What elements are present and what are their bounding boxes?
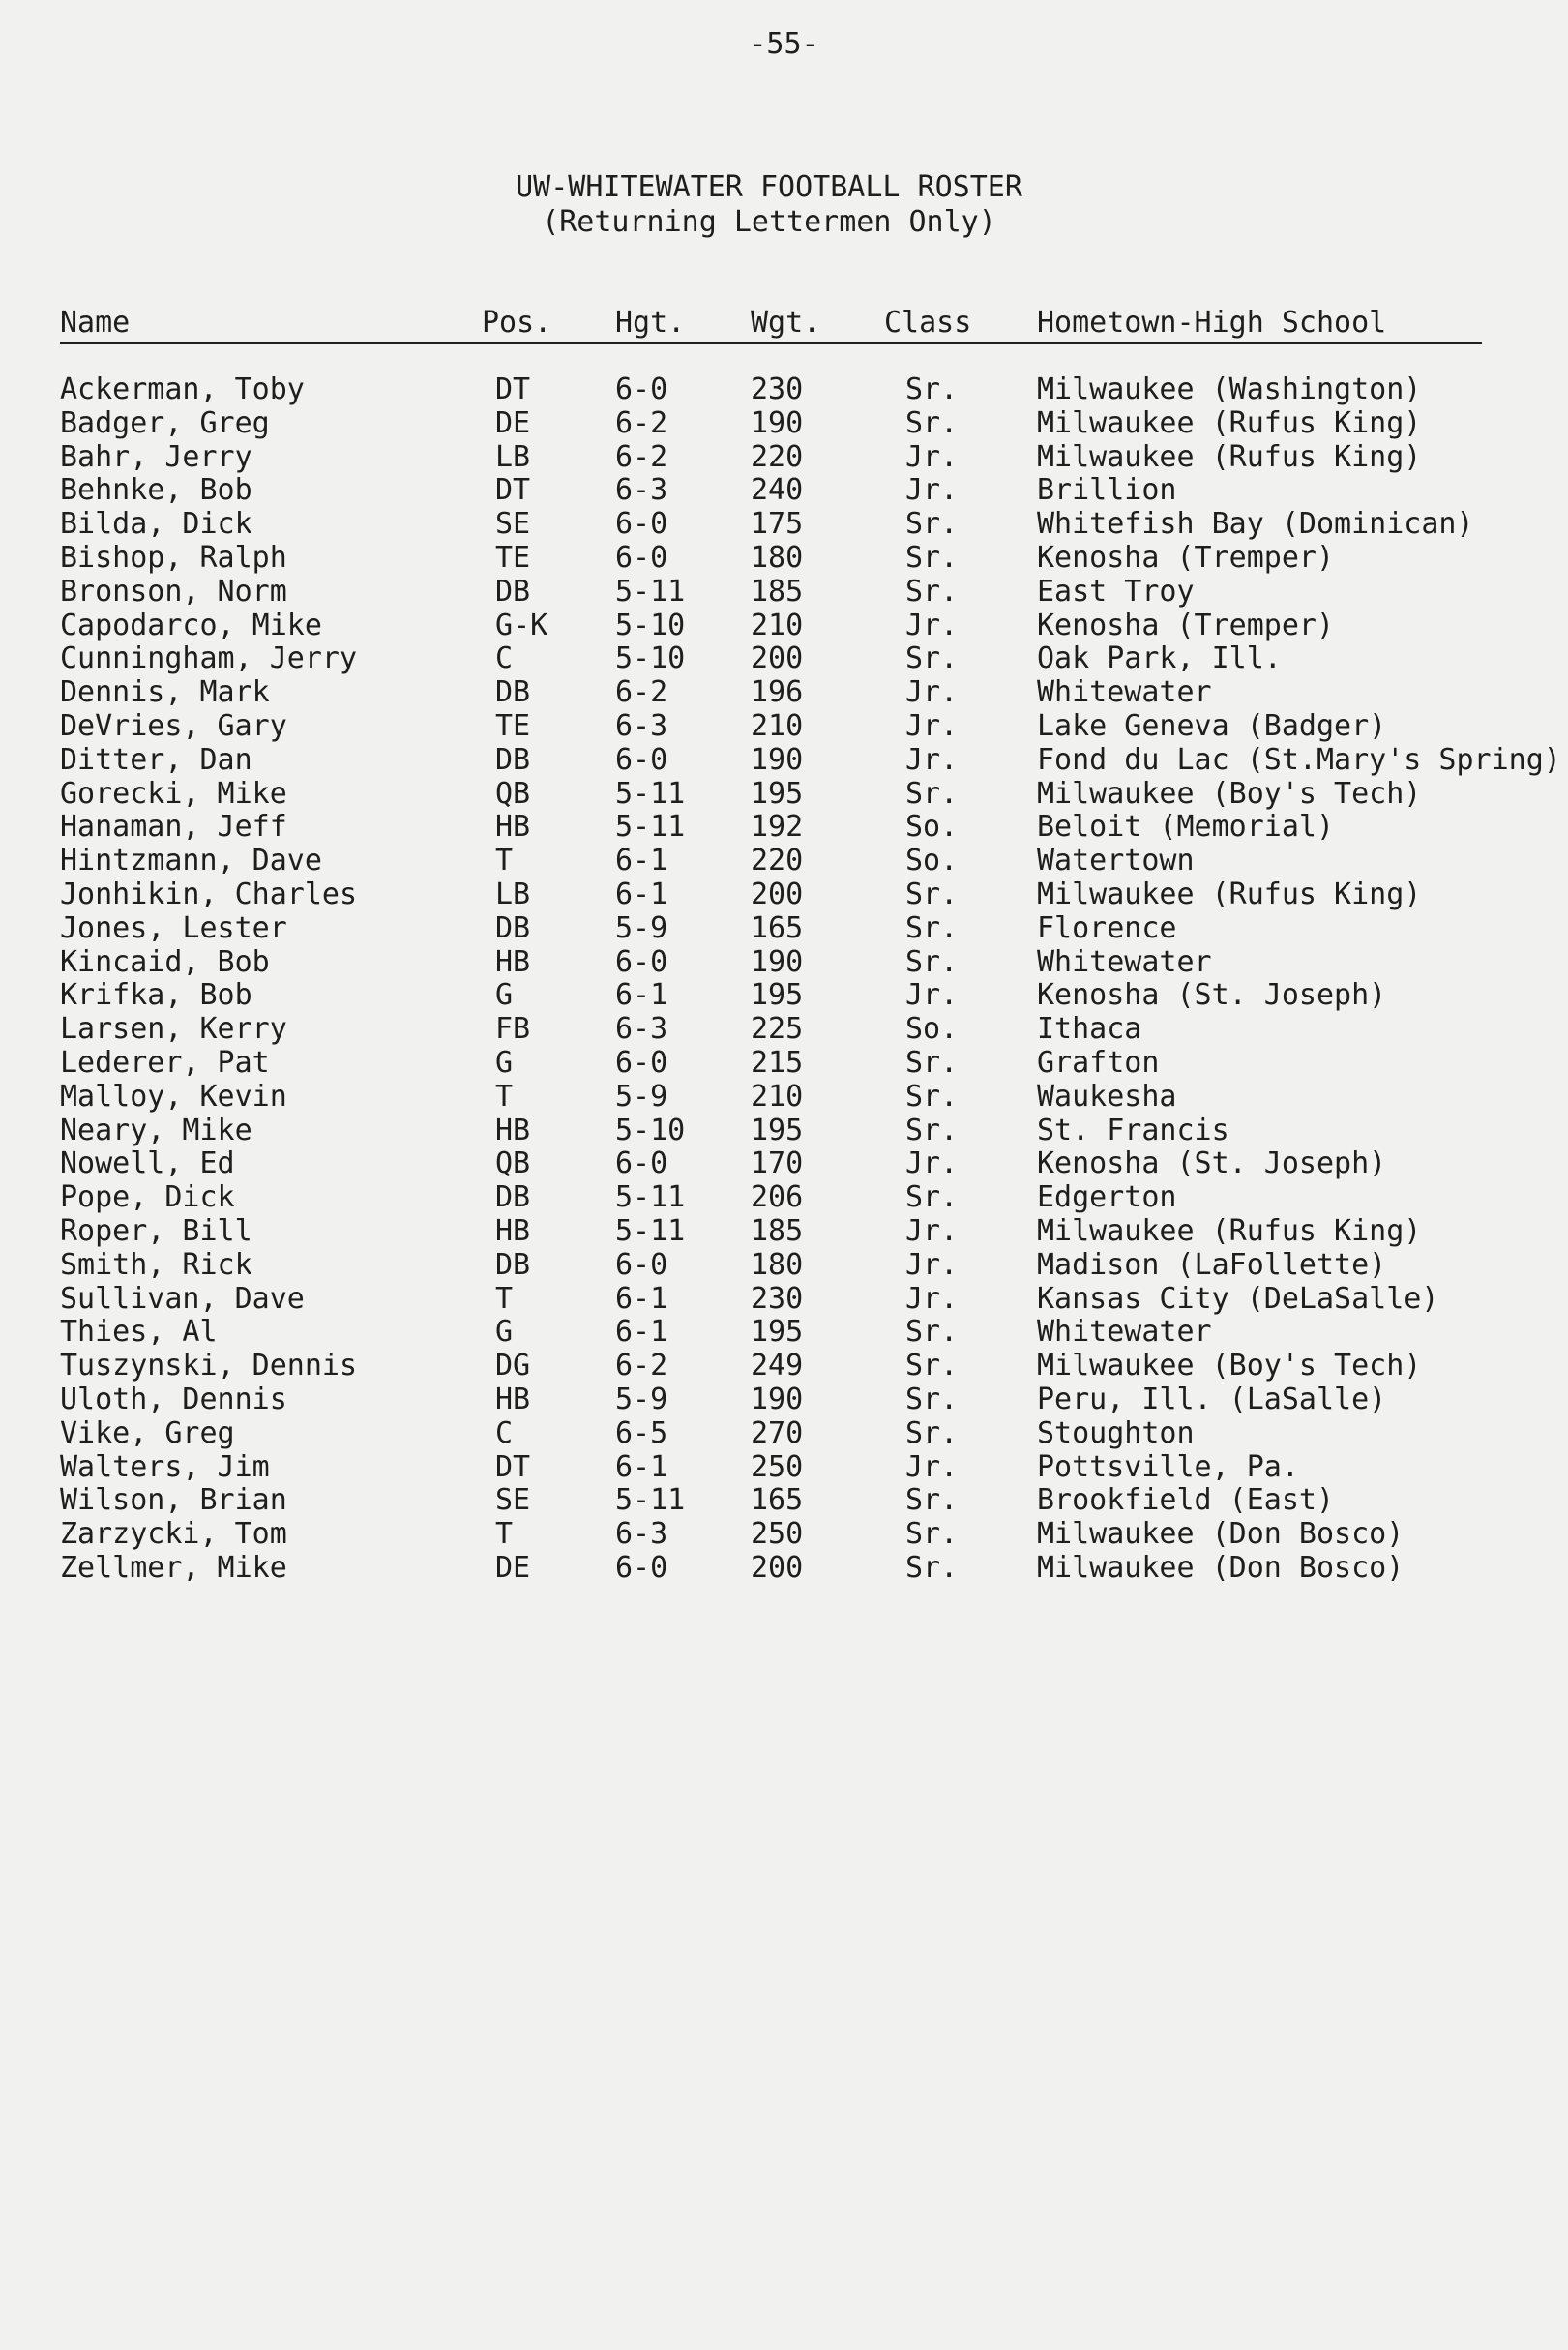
player-class: Jr. bbox=[905, 1247, 959, 1282]
player-position: HB bbox=[495, 944, 531, 979]
player-weight: 200 bbox=[751, 641, 804, 676]
player-hometown: Lake Geneva (Badger) bbox=[1037, 708, 1387, 743]
player-height: 6-3 bbox=[615, 1012, 668, 1047]
player-weight: 165 bbox=[751, 1483, 804, 1518]
player-height: 5-11 bbox=[615, 810, 686, 845]
player-class: Sr. bbox=[905, 1349, 959, 1383]
player-hometown: Watertown bbox=[1037, 844, 1195, 878]
player-hometown: Florence bbox=[1037, 910, 1177, 945]
table-row bbox=[60, 878, 1550, 912]
player-hometown: Pottsville, Pa. bbox=[1037, 1449, 1299, 1484]
player-position: DT bbox=[495, 1449, 531, 1484]
player-height: 6-0 bbox=[615, 1550, 668, 1585]
player-position: HB bbox=[495, 1113, 531, 1147]
player-position: TE bbox=[495, 540, 531, 575]
player-weight: 185 bbox=[751, 574, 804, 609]
player-class: So. bbox=[905, 1012, 959, 1047]
player-position: QB bbox=[495, 776, 531, 811]
player-height: 5-9 bbox=[615, 1079, 668, 1114]
player-weight: 165 bbox=[751, 910, 804, 945]
player-class: So. bbox=[905, 844, 959, 878]
player-hometown: Kenosha (Tremper) bbox=[1037, 608, 1335, 642]
player-hometown: Grafton bbox=[1037, 1045, 1160, 1080]
player-hometown: Kenosha (Tremper) bbox=[1037, 540, 1335, 575]
player-hometown: Brookfield (East) bbox=[1037, 1483, 1335, 1518]
player-hometown: Ithaca bbox=[1037, 1012, 1142, 1047]
player-hometown: Milwaukee (Rufus King) bbox=[1037, 439, 1422, 474]
player-class: Sr. bbox=[905, 1550, 959, 1585]
player-position: C bbox=[495, 1415, 514, 1450]
player-name: Cunningham, Jerry bbox=[60, 641, 358, 676]
player-height: 6-3 bbox=[615, 1517, 668, 1552]
player-class: Jr. bbox=[905, 742, 959, 777]
player-class: Sr. bbox=[905, 1483, 959, 1518]
player-hometown: Beloit (Memorial) bbox=[1037, 810, 1335, 845]
table-row bbox=[60, 576, 1550, 610]
player-position: TE bbox=[495, 708, 531, 743]
player-weight: 215 bbox=[751, 1045, 804, 1080]
player-weight: 220 bbox=[751, 439, 804, 474]
player-name: Malloy, Kevin bbox=[60, 1079, 287, 1114]
player-weight: 190 bbox=[751, 1382, 804, 1416]
player-weight: 206 bbox=[751, 1180, 804, 1215]
player-class: Sr. bbox=[905, 574, 959, 609]
page-number: -55- bbox=[749, 27, 819, 61]
table-row bbox=[60, 610, 1550, 643]
player-name: Smith, Rick bbox=[60, 1247, 252, 1282]
player-position: HB bbox=[495, 810, 531, 845]
player-height: 6-2 bbox=[615, 405, 668, 440]
player-name: Ditter, Dan bbox=[60, 742, 252, 777]
player-height: 6-2 bbox=[615, 439, 668, 474]
table-row bbox=[60, 1047, 1550, 1081]
player-weight: 240 bbox=[751, 473, 804, 508]
player-class: So. bbox=[905, 810, 959, 845]
player-height: 6-5 bbox=[615, 1415, 668, 1450]
player-class: Jr. bbox=[905, 1281, 959, 1316]
player-name: Wilson, Brian bbox=[60, 1483, 287, 1518]
player-position: DE bbox=[495, 1550, 531, 1585]
player-hometown: Milwaukee (Rufus King) bbox=[1037, 1213, 1422, 1248]
player-hometown: Milwaukee (Boy's Tech) bbox=[1037, 1349, 1422, 1383]
player-position: DB bbox=[495, 574, 531, 609]
player-hometown: Brillion bbox=[1037, 473, 1177, 508]
player-height: 5-11 bbox=[615, 574, 686, 609]
player-hometown: Edgerton bbox=[1037, 1180, 1177, 1215]
player-class: Sr. bbox=[905, 1315, 959, 1350]
player-position: T bbox=[495, 1281, 514, 1316]
header-hometown: Hometown-High School bbox=[1037, 306, 1387, 340]
player-position: G bbox=[495, 978, 514, 1013]
player-height: 5-9 bbox=[615, 910, 668, 945]
player-height: 5-9 bbox=[615, 1382, 668, 1416]
header-weight: Wgt. bbox=[751, 306, 821, 340]
player-hometown: Milwaukee (Rufus King) bbox=[1037, 405, 1422, 440]
table-row bbox=[60, 676, 1550, 710]
player-weight: 180 bbox=[751, 1247, 804, 1282]
title-line-1: UW-WHITEWATER FOOTBALL ROSTER bbox=[516, 170, 1022, 204]
player-position: G bbox=[495, 1045, 514, 1080]
title-line-2: (Returning Lettermen Only) bbox=[542, 205, 996, 239]
player-position: DB bbox=[495, 910, 531, 945]
player-class: Sr. bbox=[905, 1113, 959, 1147]
player-class: Sr. bbox=[905, 372, 959, 406]
player-position: G-K bbox=[495, 608, 548, 642]
player-height: 6-2 bbox=[615, 675, 668, 710]
player-class: Sr. bbox=[905, 405, 959, 440]
table-row bbox=[60, 441, 1550, 475]
player-height: 6-3 bbox=[615, 473, 668, 508]
player-name: Gorecki, Mike bbox=[60, 776, 287, 811]
player-name: Tuszynski, Dennis bbox=[60, 1349, 358, 1383]
player-weight: 175 bbox=[751, 507, 804, 542]
table-row bbox=[60, 1518, 1550, 1552]
header-class: Class bbox=[884, 306, 972, 340]
player-name: Zarzycki, Tom bbox=[60, 1517, 287, 1552]
player-weight: 249 bbox=[751, 1349, 804, 1383]
table-row bbox=[60, 845, 1550, 878]
player-hometown: Oak Park, Ill. bbox=[1037, 641, 1282, 676]
table-row bbox=[60, 1417, 1550, 1451]
player-height: 6-0 bbox=[615, 507, 668, 542]
player-position: DG bbox=[495, 1349, 531, 1383]
player-class: Sr. bbox=[905, 776, 959, 811]
player-hometown: Milwaukee (Boy's Tech) bbox=[1037, 776, 1422, 811]
player-hometown: Whitefish Bay (Dominican) bbox=[1037, 507, 1474, 542]
player-name: Uloth, Dennis bbox=[60, 1382, 287, 1416]
player-height: 6-1 bbox=[615, 877, 668, 911]
player-class: Sr. bbox=[905, 540, 959, 575]
player-hometown: Milwaukee (Rufus King) bbox=[1037, 877, 1422, 911]
player-height: 5-11 bbox=[615, 1483, 686, 1518]
player-position: DB bbox=[495, 1180, 531, 1215]
player-weight: 190 bbox=[751, 405, 804, 440]
player-weight: 270 bbox=[751, 1415, 804, 1450]
player-height: 6-1 bbox=[615, 1315, 668, 1350]
player-class: Jr. bbox=[905, 608, 959, 642]
player-position: HB bbox=[495, 1382, 531, 1416]
player-class: Jr. bbox=[905, 675, 959, 710]
roster-title bbox=[0, 170, 1538, 240]
player-name: Lederer, Pat bbox=[60, 1045, 270, 1080]
player-height: 6-0 bbox=[615, 372, 668, 406]
player-weight: 210 bbox=[751, 608, 804, 642]
table-row bbox=[60, 1249, 1550, 1283]
player-name: Dennis, Mark bbox=[60, 675, 270, 710]
player-name: DeVries, Gary bbox=[60, 708, 287, 743]
player-hometown: Whitewater bbox=[1037, 675, 1212, 710]
roster-table-body bbox=[60, 372, 1561, 1586]
player-height: 6-2 bbox=[615, 1349, 668, 1383]
player-position: LB bbox=[495, 439, 531, 474]
player-name: Badger, Greg bbox=[60, 405, 270, 440]
table-row bbox=[60, 642, 1550, 676]
player-weight: 200 bbox=[751, 877, 804, 911]
player-height: 5-10 bbox=[615, 1113, 686, 1147]
table-row bbox=[60, 979, 1550, 1013]
player-class: Sr. bbox=[905, 1415, 959, 1450]
player-height: 6-1 bbox=[615, 844, 668, 878]
player-class: Sr. bbox=[905, 507, 959, 542]
player-height: 5-11 bbox=[615, 1213, 686, 1248]
table-row bbox=[60, 1316, 1550, 1350]
player-position: QB bbox=[495, 1146, 531, 1181]
player-position: SE bbox=[495, 1483, 531, 1518]
player-class: Sr. bbox=[905, 1382, 959, 1416]
player-weight: 210 bbox=[751, 708, 804, 743]
player-class: Jr. bbox=[905, 1146, 959, 1181]
player-class: Sr. bbox=[905, 877, 959, 911]
player-hometown: Kansas City (DeLaSalle) bbox=[1037, 1281, 1439, 1316]
player-name: Jonhikin, Charles bbox=[60, 877, 358, 911]
header-height: Hgt. bbox=[615, 306, 686, 340]
player-name: Bahr, Jerry bbox=[60, 439, 252, 474]
table-row bbox=[60, 710, 1550, 744]
player-height: 6-0 bbox=[615, 540, 668, 575]
player-name: Bishop, Ralph bbox=[60, 540, 287, 575]
player-hometown: Whitewater bbox=[1037, 1315, 1212, 1350]
table-row bbox=[60, 1552, 1550, 1586]
table-row bbox=[60, 474, 1550, 508]
player-class: Sr. bbox=[905, 944, 959, 979]
player-name: Vike, Greg bbox=[60, 1415, 235, 1450]
player-position: DT bbox=[495, 473, 531, 508]
player-class: Sr. bbox=[905, 910, 959, 945]
player-hometown: St. Francis bbox=[1037, 1113, 1229, 1147]
player-height: 6-0 bbox=[615, 944, 668, 979]
player-hometown: Milwaukee (Washington) bbox=[1037, 372, 1422, 406]
player-name: Roper, Bill bbox=[60, 1213, 252, 1248]
player-hometown: Kenosha (St. Joseph) bbox=[1037, 1146, 1387, 1181]
player-hometown: Milwaukee (Don Bosco) bbox=[1037, 1517, 1405, 1552]
player-height: 5-11 bbox=[615, 1180, 686, 1215]
player-hometown: Milwaukee (Don Bosco) bbox=[1037, 1550, 1405, 1585]
table-row bbox=[60, 1081, 1550, 1115]
player-weight: 225 bbox=[751, 1012, 804, 1047]
player-height: 6-1 bbox=[615, 978, 668, 1013]
table-row bbox=[60, 1383, 1550, 1417]
player-height: 6-1 bbox=[615, 1281, 668, 1316]
player-position: DT bbox=[495, 372, 531, 406]
player-weight: 196 bbox=[751, 675, 804, 710]
header-position: Pos. bbox=[482, 306, 552, 340]
player-weight: 192 bbox=[751, 810, 804, 845]
player-class: Jr. bbox=[905, 1449, 959, 1484]
table-row bbox=[60, 946, 1550, 980]
table-row bbox=[60, 912, 1550, 946]
player-position: SE bbox=[495, 507, 531, 542]
player-class: Jr. bbox=[905, 708, 959, 743]
player-position: G bbox=[495, 1315, 514, 1350]
player-height: 5-10 bbox=[615, 641, 686, 676]
player-weight: 250 bbox=[751, 1517, 804, 1552]
player-height: 6-3 bbox=[615, 708, 668, 743]
player-name: Zellmer, Mike bbox=[60, 1550, 287, 1585]
player-weight: 230 bbox=[751, 372, 804, 406]
player-position: DB bbox=[495, 742, 531, 777]
player-name: Nowell, Ed bbox=[60, 1146, 235, 1181]
player-name: Hanaman, Jeff bbox=[60, 810, 287, 845]
player-height: 6-1 bbox=[615, 1449, 668, 1484]
table-row bbox=[60, 1451, 1550, 1485]
player-position: DE bbox=[495, 405, 531, 440]
player-name: Larsen, Kerry bbox=[60, 1012, 287, 1047]
player-hometown: Fond du Lac (St.Mary's Spring) bbox=[1037, 742, 1561, 777]
player-weight: 185 bbox=[751, 1213, 804, 1248]
player-hometown: Waukesha bbox=[1037, 1079, 1177, 1114]
player-class: Jr. bbox=[905, 978, 959, 1013]
table-row bbox=[60, 1484, 1550, 1518]
player-name: Neary, Mike bbox=[60, 1113, 252, 1147]
player-weight: 180 bbox=[751, 540, 804, 575]
player-class: Jr. bbox=[905, 473, 959, 508]
table-row bbox=[60, 373, 1550, 407]
table-row bbox=[60, 1181, 1550, 1215]
table-row bbox=[60, 1283, 1550, 1317]
table-row bbox=[60, 407, 1550, 441]
player-name: Capodarco, Mike bbox=[60, 608, 322, 642]
player-name: Kincaid, Bob bbox=[60, 944, 270, 979]
player-weight: 190 bbox=[751, 944, 804, 979]
player-hometown: Whitewater bbox=[1037, 944, 1212, 979]
table-row bbox=[60, 778, 1550, 812]
player-weight: 220 bbox=[751, 844, 804, 878]
player-class: Jr. bbox=[905, 1213, 959, 1248]
table-row bbox=[60, 811, 1550, 845]
table-row bbox=[60, 508, 1550, 542]
player-weight: 195 bbox=[751, 978, 804, 1013]
player-name: Bilda, Dick bbox=[60, 507, 252, 542]
player-class: Sr. bbox=[905, 1517, 959, 1552]
player-class: Jr. bbox=[905, 439, 959, 474]
player-name: Pope, Dick bbox=[60, 1180, 235, 1215]
player-hometown: East Troy bbox=[1037, 574, 1195, 609]
table-row bbox=[60, 1147, 1550, 1181]
header-name: Name bbox=[60, 306, 131, 340]
player-position: DB bbox=[495, 675, 531, 710]
player-class: Sr. bbox=[905, 1045, 959, 1080]
player-name: Krifka, Bob bbox=[60, 978, 252, 1013]
player-height: 6-0 bbox=[615, 1247, 668, 1282]
player-position: T bbox=[495, 1079, 514, 1114]
player-weight: 230 bbox=[751, 1281, 804, 1316]
table-row bbox=[60, 542, 1550, 576]
table-header bbox=[60, 306, 1482, 344]
player-hometown: Stoughton bbox=[1037, 1415, 1195, 1450]
player-hometown: Kenosha (St. Joseph) bbox=[1037, 978, 1387, 1013]
player-name: Bronson, Norm bbox=[60, 574, 287, 609]
player-height: 6-0 bbox=[615, 742, 668, 777]
table-row bbox=[60, 1115, 1550, 1148]
player-position: LB bbox=[495, 877, 531, 911]
player-weight: 195 bbox=[751, 1315, 804, 1350]
player-weight: 170 bbox=[751, 1146, 804, 1181]
table-row bbox=[60, 1350, 1550, 1383]
player-position: FB bbox=[495, 1012, 531, 1047]
player-height: 6-0 bbox=[615, 1146, 668, 1181]
player-position: HB bbox=[495, 1213, 531, 1248]
player-name: Walters, Jim bbox=[60, 1449, 270, 1484]
player-class: Sr. bbox=[905, 1079, 959, 1114]
player-position: T bbox=[495, 1517, 514, 1552]
player-weight: 195 bbox=[751, 1113, 804, 1147]
player-class: Sr. bbox=[905, 1180, 959, 1215]
player-weight: 190 bbox=[751, 742, 804, 777]
player-weight: 210 bbox=[751, 1079, 804, 1114]
table-row bbox=[60, 1215, 1550, 1249]
player-height: 6-0 bbox=[615, 1045, 668, 1080]
player-weight: 195 bbox=[751, 776, 804, 811]
player-position: T bbox=[495, 844, 514, 878]
player-position: C bbox=[495, 641, 514, 676]
player-name: Jones, Lester bbox=[60, 910, 287, 945]
player-height: 5-11 bbox=[615, 776, 686, 811]
player-name: Thies, Al bbox=[60, 1315, 218, 1350]
player-class: Sr. bbox=[905, 641, 959, 676]
table-row bbox=[60, 1013, 1550, 1047]
player-name: Ackerman, Toby bbox=[60, 372, 305, 406]
player-weight: 200 bbox=[751, 1550, 804, 1585]
player-name: Behnke, Bob bbox=[60, 473, 252, 508]
player-name: Hintzmann, Dave bbox=[60, 844, 322, 878]
table-row bbox=[60, 742, 1561, 778]
player-position: DB bbox=[495, 1247, 531, 1282]
player-weight: 250 bbox=[751, 1449, 804, 1484]
player-hometown: Peru, Ill. (LaSalle) bbox=[1037, 1382, 1387, 1416]
player-name: Sullivan, Dave bbox=[60, 1281, 305, 1316]
player-height: 5-10 bbox=[615, 608, 686, 642]
player-hometown: Madison (LaFollette) bbox=[1037, 1247, 1387, 1282]
